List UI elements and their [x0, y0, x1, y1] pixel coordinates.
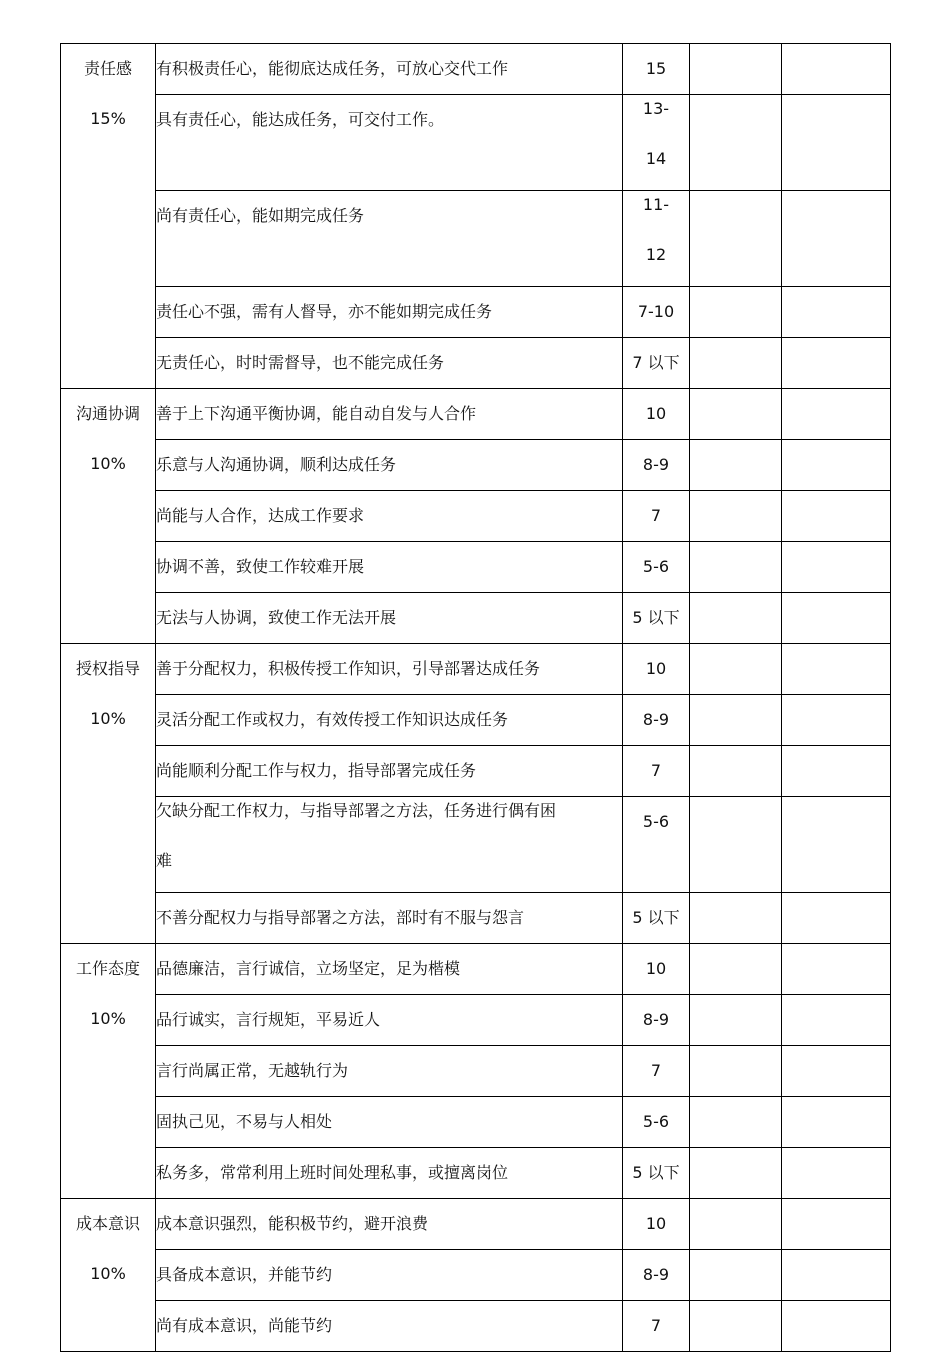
rating-cell-supervisor[interactable] — [782, 44, 891, 95]
category-name: 沟通协调 — [75, 404, 140, 423]
rating-cell-supervisor[interactable] — [782, 893, 891, 944]
table-row — [61, 491, 891, 542]
score-range: 7 — [623, 1046, 690, 1097]
score-range — [623, 95, 690, 191]
rating-cell-supervisor[interactable] — [782, 797, 891, 893]
criterion-description: 尚能与人合作，达成工作要求 — [156, 491, 623, 542]
rating-cell-self[interactable] — [690, 95, 782, 191]
category-name: 成本意识 — [75, 1214, 140, 1233]
rating-cell-self[interactable] — [690, 389, 782, 440]
rating-cell-supervisor[interactable] — [782, 95, 891, 191]
criterion-description: 品行诚实，言行规矩，平易近人 — [156, 995, 623, 1046]
criterion-description: 无责任心，时时需督导，也不能完成任务 — [156, 338, 623, 389]
rating-cell-supervisor[interactable] — [782, 440, 891, 491]
score-range-part: 14 — [645, 149, 667, 168]
rating-cell-supervisor[interactable] — [782, 389, 891, 440]
table-row — [61, 893, 891, 944]
score-range: 8-9 — [623, 995, 690, 1046]
rating-cell-self[interactable] — [690, 797, 782, 893]
table-row — [61, 1199, 891, 1250]
rating-cell-supervisor[interactable] — [782, 1250, 891, 1301]
criterion-description: 不善分配权力与指导部署之方法，部时有不服与怨言 — [156, 893, 623, 944]
category-weight: 10% — [90, 709, 126, 728]
score-range: 5 以下 — [623, 893, 690, 944]
table-row — [61, 746, 891, 797]
category-name: 责任感 — [83, 59, 132, 78]
rating-cell-supervisor[interactable] — [782, 491, 891, 542]
category-cell — [61, 1199, 156, 1352]
evaluation-table — [60, 43, 891, 1352]
rating-cell-self[interactable] — [690, 593, 782, 644]
score-range: 15 — [623, 44, 690, 95]
criterion-description: 品德廉洁，言行诚信，立场坚定，足为楷模 — [156, 944, 623, 995]
category-weight: 15% — [90, 109, 126, 128]
table-row — [61, 593, 891, 644]
rating-cell-supervisor[interactable] — [782, 746, 891, 797]
rating-cell-self[interactable] — [690, 893, 782, 944]
criterion-description: 善于分配权力，积极传授工作知识，引导部署达成任务 — [156, 644, 623, 695]
score-range-part: 11- — [642, 195, 670, 214]
rating-cell-supervisor[interactable] — [782, 593, 891, 644]
rating-cell-self[interactable] — [690, 191, 782, 287]
table-row — [61, 644, 891, 695]
table-row — [61, 1250, 891, 1301]
score-range: 10 — [623, 1199, 690, 1250]
criterion-description: 责任心不强，需有人督导，亦不能如期完成任务 — [156, 287, 623, 338]
criterion-description: 固执己见，不易与人相处 — [156, 1097, 623, 1148]
score-range — [623, 191, 690, 287]
table-row — [61, 542, 891, 593]
criterion-description: 善于上下沟通平衡协调，能自动自发与人合作 — [156, 389, 623, 440]
table-row — [61, 995, 891, 1046]
rating-cell-supervisor[interactable] — [782, 1148, 891, 1199]
rating-cell-supervisor[interactable] — [782, 644, 891, 695]
table-row — [61, 695, 891, 746]
score-range: 5 以下 — [623, 1148, 690, 1199]
table-row — [61, 338, 891, 389]
category-cell — [61, 389, 156, 644]
rating-cell-self[interactable] — [690, 1250, 782, 1301]
category-name: 授权指导 — [75, 659, 140, 678]
rating-cell-supervisor[interactable] — [782, 542, 891, 593]
rating-cell-self[interactable] — [690, 491, 782, 542]
score-range: 10 — [623, 389, 690, 440]
table-row — [61, 287, 891, 338]
score-range: 8-9 — [623, 695, 690, 746]
rating-cell-self[interactable] — [690, 338, 782, 389]
table-row — [61, 95, 891, 191]
criterion-description — [156, 797, 623, 893]
criterion-description-line: 难 — [156, 851, 173, 870]
score-range: 7 — [623, 491, 690, 542]
rating-cell-self[interactable] — [690, 1148, 782, 1199]
score-range: 8-9 — [623, 440, 690, 491]
score-range: 7 — [623, 746, 690, 797]
rating-cell-self[interactable] — [690, 1199, 782, 1250]
score-range: 7-10 — [623, 287, 690, 338]
rating-cell-self[interactable] — [690, 695, 782, 746]
criterion-description: 乐意与人沟通协调，顺利达成任务 — [156, 440, 623, 491]
rating-cell-supervisor[interactable] — [782, 1046, 891, 1097]
score-range: 7 以下 — [623, 338, 690, 389]
score-range: 5-6 — [623, 542, 690, 593]
category-name: 工作态度 — [75, 959, 140, 978]
score-range: 5 以下 — [623, 593, 690, 644]
table-row — [61, 440, 891, 491]
rating-cell-self[interactable] — [690, 995, 782, 1046]
category-cell — [61, 644, 156, 944]
criterion-description: 具有责任心，能达成任务，可交付工作。 — [156, 95, 623, 191]
criterion-description: 有积极责任心，能彻底达成任务，可放心交代工作 — [156, 44, 623, 95]
table-row — [61, 389, 891, 440]
criterion-description: 尚有责任心，能如期完成任务 — [156, 191, 623, 287]
rating-cell-self[interactable] — [690, 440, 782, 491]
score-range: 10 — [623, 944, 690, 995]
category-cell — [61, 44, 156, 389]
criterion-description-line: 欠缺分配工作权力，与指导部署之方法，任务进行偶有困 — [156, 801, 557, 820]
score-range: 8-9 — [623, 1250, 690, 1301]
rating-cell-supervisor[interactable] — [782, 695, 891, 746]
rating-cell-self[interactable] — [690, 44, 782, 95]
rating-cell-supervisor[interactable] — [782, 287, 891, 338]
rating-cell-supervisor[interactable] — [782, 1199, 891, 1250]
score-range-part: 13- — [642, 99, 670, 118]
score-range: 5-6 — [623, 797, 690, 893]
criterion-description: 尚能顺利分配工作与权力，指导部署完成任务 — [156, 746, 623, 797]
criterion-description: 成本意识强烈，能积极节约，避开浪费 — [156, 1199, 623, 1250]
rating-cell-supervisor[interactable] — [782, 191, 891, 287]
rating-cell-self[interactable] — [690, 542, 782, 593]
criterion-description: 言行尚属正常，无越轨行为 — [156, 1046, 623, 1097]
table-row — [61, 1097, 891, 1148]
score-range-part: 12 — [645, 245, 667, 264]
rating-cell-supervisor[interactable] — [782, 338, 891, 389]
criterion-description: 灵活分配工作或权力，有效传授工作知识达成任务 — [156, 695, 623, 746]
table-row — [61, 944, 891, 995]
category-cell — [61, 944, 156, 1199]
category-weight: 10% — [90, 1264, 126, 1283]
criterion-description: 协调不善，致使工作较难开展 — [156, 542, 623, 593]
criterion-description: 无法与人协调，致使工作无法开展 — [156, 593, 623, 644]
criterion-description: 具备成本意识，并能节约 — [156, 1250, 623, 1301]
table-row — [61, 797, 891, 893]
table-row — [61, 1046, 891, 1097]
rating-cell-supervisor[interactable] — [782, 1097, 891, 1148]
category-weight: 10% — [90, 454, 126, 473]
rating-cell-supervisor[interactable] — [782, 944, 891, 995]
category-weight: 10% — [90, 1009, 126, 1028]
rating-cell-self[interactable] — [690, 287, 782, 338]
table-row — [61, 1148, 891, 1199]
rating-cell-supervisor[interactable] — [782, 995, 891, 1046]
criterion-description: 尚有成本意识，尚能节约 — [156, 1301, 623, 1352]
rating-cell-self[interactable] — [690, 644, 782, 695]
rating-cell-self[interactable] — [690, 1097, 782, 1148]
score-range: 7 — [623, 1301, 690, 1352]
rating-cell-self[interactable] — [690, 944, 782, 995]
rating-cell-self[interactable] — [690, 1046, 782, 1097]
score-range: 10 — [623, 644, 690, 695]
criterion-description: 私务多，常常利用上班时间处理私事，或擅离岗位 — [156, 1148, 623, 1199]
table-row — [61, 44, 891, 95]
table-row — [61, 191, 891, 287]
score-range: 5-6 — [623, 1097, 690, 1148]
rating-cell-self[interactable] — [690, 746, 782, 797]
